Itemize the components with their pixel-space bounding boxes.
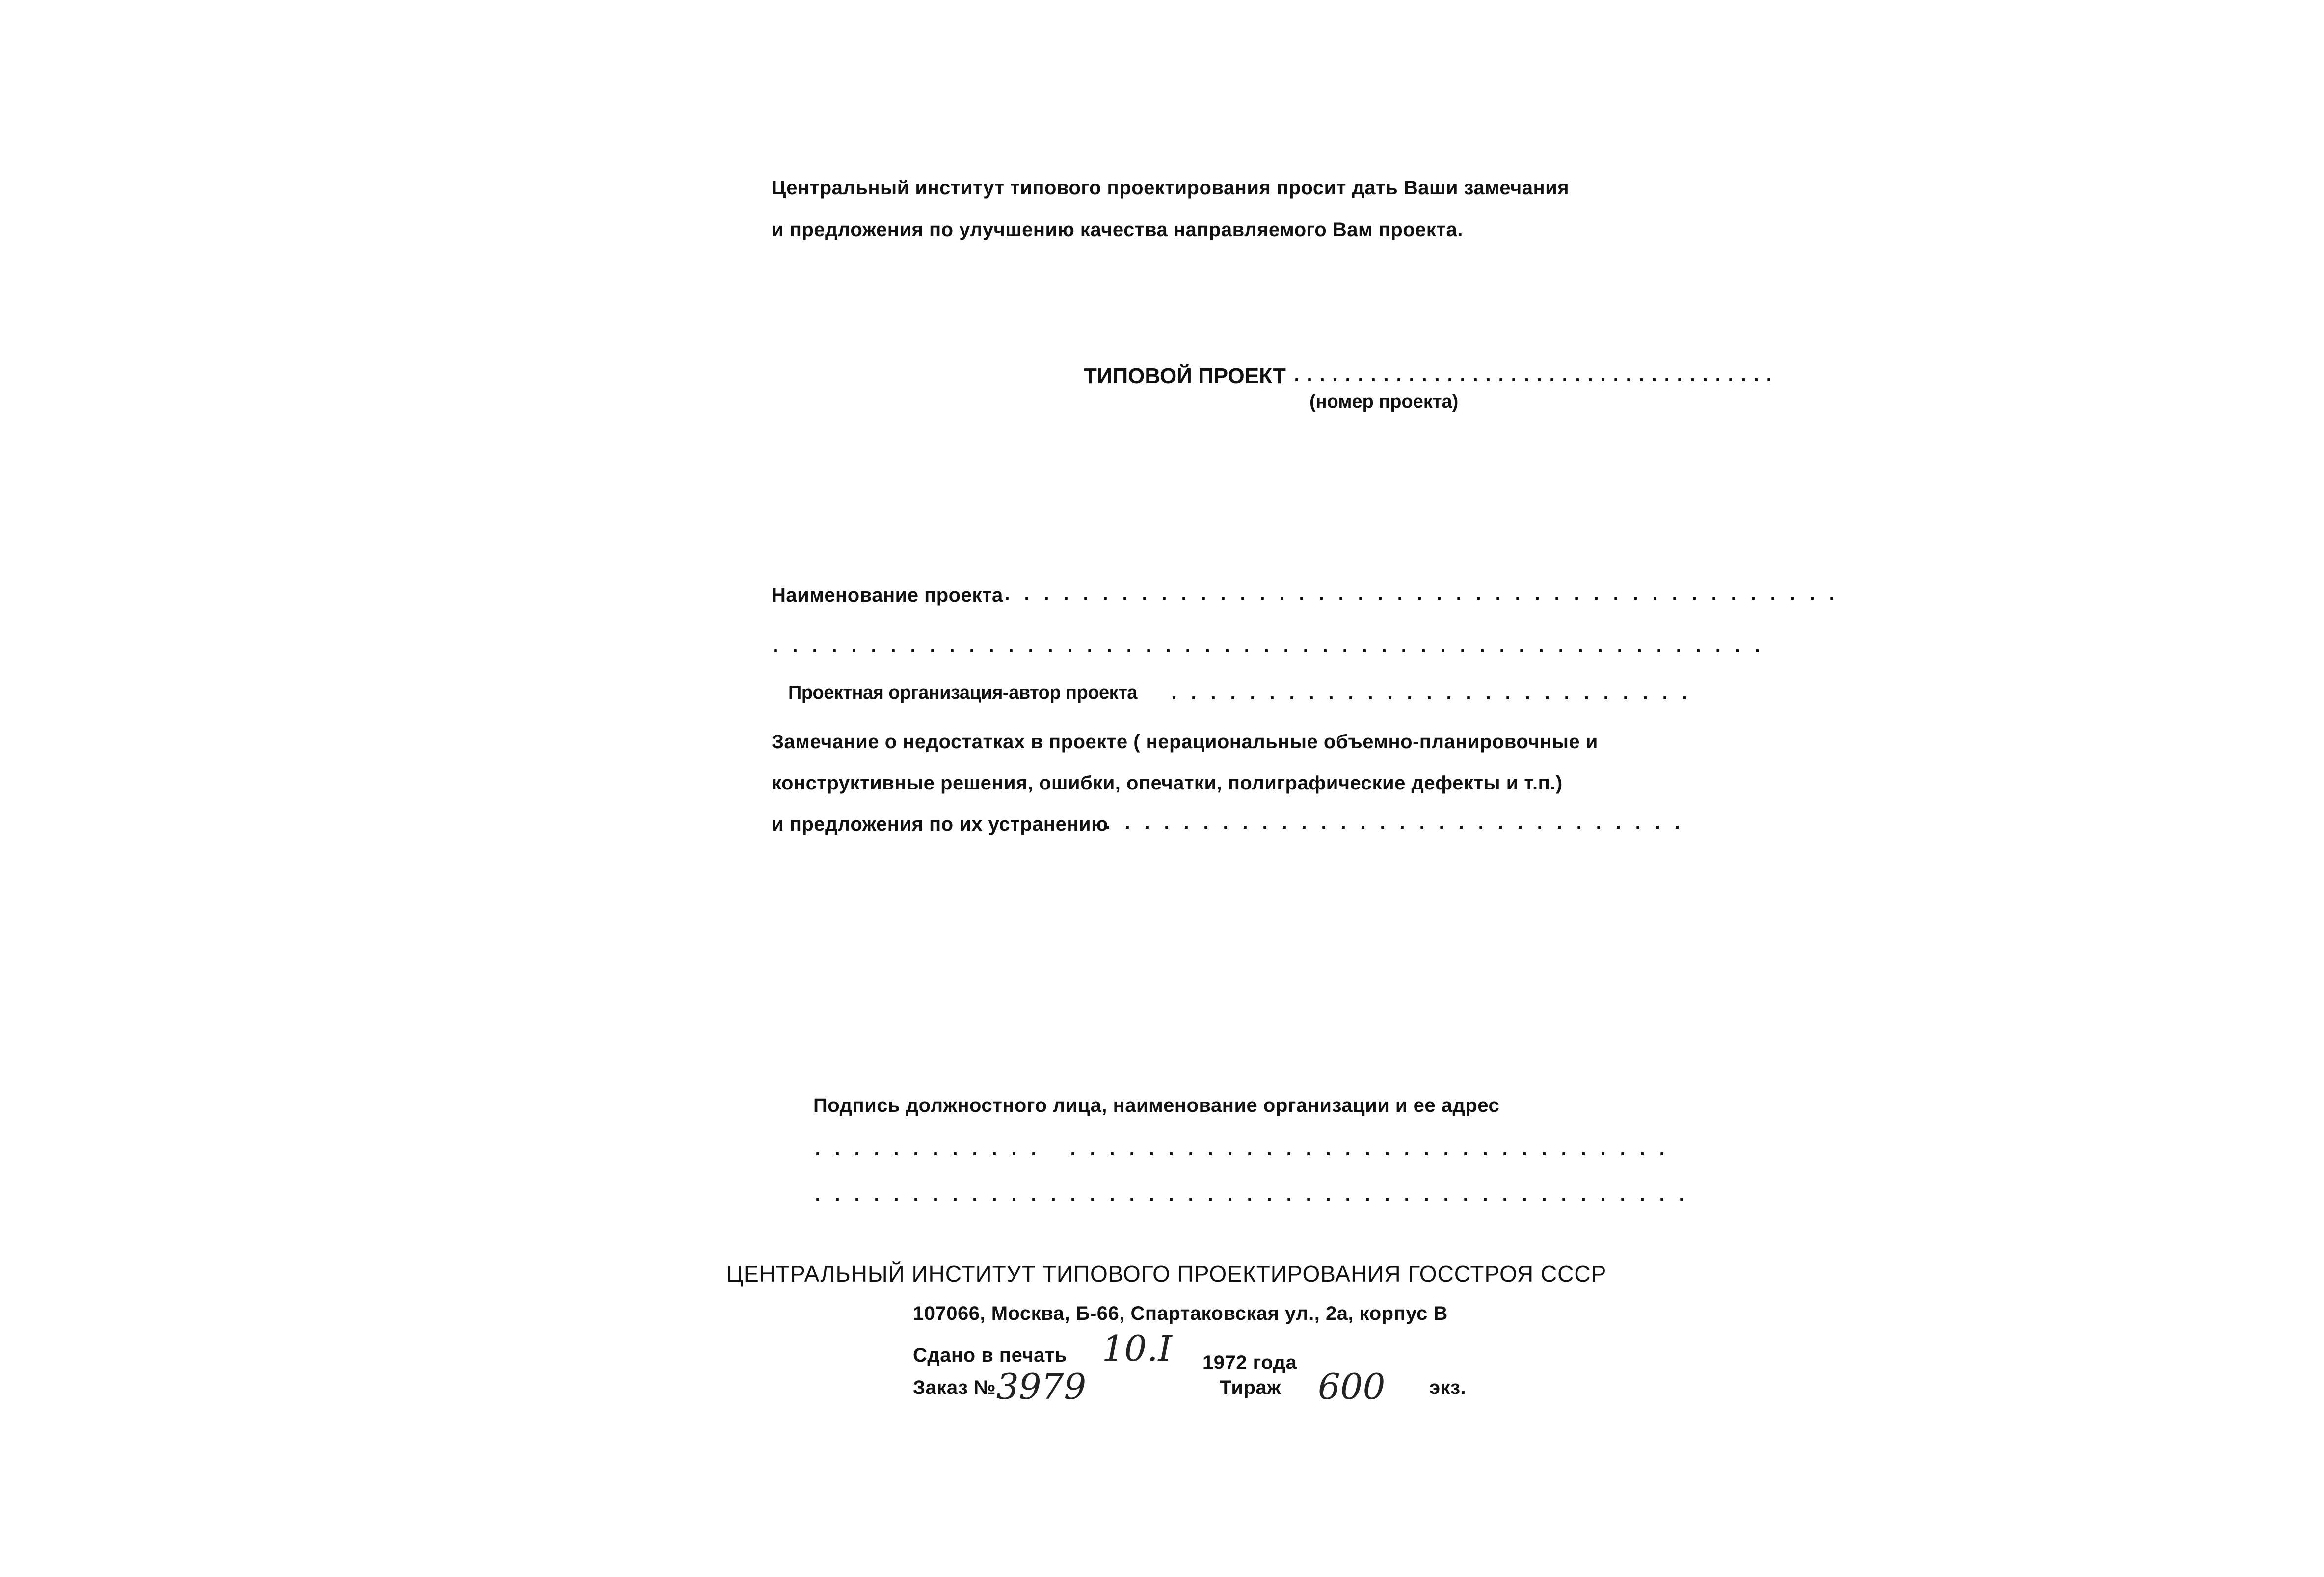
project-number-dots: ...................................... (1291, 366, 1776, 388)
print-date-label: Сдано в печать (913, 1344, 1067, 1366)
project-number-caption: (номер проекта) (1309, 392, 1459, 412)
intro-line-1: Центральный институт типового проектирования просит дать Ваши замечания (772, 177, 1570, 199)
organization-label: Проектная организация-автор проекта (788, 683, 1137, 703)
intro-line-2: и предложения по улучшению качества направляемого Вам проекта. (772, 219, 1463, 240)
copies-label: экз. (1429, 1377, 1467, 1398)
circulation-handwritten: 600 (1318, 1366, 1386, 1407)
signature-dots-2: ............................................. (812, 1185, 1696, 1207)
institute-title: ЦЕНТРАЛЬНЫЙ ИНСТИТУТ ТИПОВОГО ПРОЕКТИРОВАНИЯ ГОССТРОЯ СССР (726, 1261, 1607, 1287)
remarks-dots: .............................. (1102, 813, 1691, 835)
project-name-dots: ........................................... (1001, 584, 1846, 606)
project-name-dots-2: ................................................... (770, 636, 1771, 658)
institute-address: 107066, Москва, Б-66, Спартаковская ул., 2а, корпус В (913, 1303, 1448, 1324)
print-year: 1972 года (1202, 1352, 1297, 1373)
remarks-line-3: и предложения по их устранению (772, 814, 1108, 835)
remarks-line-2: конструктивные решения, ошибки, опечатки, полиграфические дефекты и т.п.) (772, 772, 1563, 794)
print-date-handwritten: 10.I (1102, 1328, 1172, 1369)
project-name-label: Наименование проекта (772, 584, 1003, 606)
order-label: Заказ № (913, 1377, 996, 1398)
organization-dots: ........................... (1168, 683, 1699, 706)
remarks-line-1: Замечание о недостатках в проекте ( нерациональные объемно-планировочные и (772, 731, 1598, 753)
signature-dots-1: ............ ............................... (812, 1139, 1676, 1161)
project-label: ТИПОВОЙ ПРОЕКТ (1084, 364, 1286, 388)
signature-label: Подпись должностного лица, наименование организации и ее адрес (813, 1095, 1500, 1116)
circulation-label: Тираж (1220, 1377, 1282, 1398)
order-number-handwritten: 3979 (996, 1366, 1087, 1407)
